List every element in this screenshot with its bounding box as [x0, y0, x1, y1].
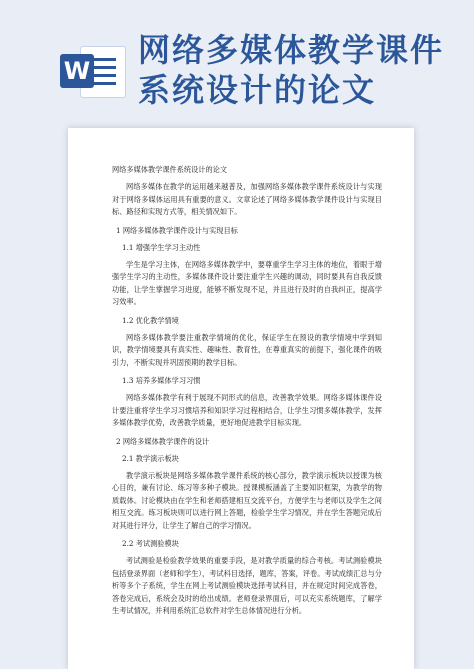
document-title: 网络多媒体教学课件系统设计的论文: [112, 165, 228, 174]
paragraph-1-1: 学生是学习主体，在网络多媒体教学中，要尊重学生学习主体的地位，着眼于增强学生学习的主动性，多媒体课件设计要注重学生兴趣的调动，同时要具有自我反馈功能，让学生掌握学习进度，能够不断发现不足，并且进行及时的自我纠正，提高学习效率。: [112, 259, 382, 306]
subsection-heading-2-2: 2.2 考试测验模块: [122, 539, 179, 548]
banner-title: 网络多媒体教学课件系统设计的论文: [138, 31, 445, 109]
subsection-heading-1-2: 1.2 优化教学情境: [122, 315, 179, 325]
subsection-heading-1-3: 1.3 培养多媒体学习习惯: [122, 376, 201, 385]
word-logo-letter: W: [60, 54, 94, 88]
intro-paragraph: 网络多媒体在教学的运用越来越普及，加强网络多媒体教学课件系统设计与实现对于网络多媒体运用具有重要的意义。文章论述了网络多媒体教学课件设计与实现目标、路径和实现方式等，相关情况如下。: [112, 182, 382, 216]
word-document-icon: [60, 40, 126, 100]
document-body: [112, 164, 382, 623]
subsection-heading-2-1: 2.1 教学演示板块: [122, 453, 179, 463]
paragraph-1-2: 网络多媒体教学要注重教学情境的优化，保证学生在预设的教学情境中学到知识，教学情境要具有真实性、趣味性、教育性，在尊重真实的前提下，强化课件的吸引力，不断实现并巩固预期的教学目标。: [112, 332, 382, 367]
banner: [0, 0, 474, 112]
paragraph-2-1: 教学演示板块是网络多媒体教学课件系统的核心部分，教学演示板块以授课为核心目的，兼有讨论、练习等多种子模块。授课模板涵盖了主要知识框架，为教学的物质载体。讨论模块由在学生和老师搭建相互交流平台，方便学生与老师以及学生之间相互交流。练习板块则可以进行网上答题，检验学生学习情况，并在学生答题完成后对其进行评分，让学生了解自己的学习情况。: [112, 470, 382, 530]
section-heading-2: 2 网络多媒体教学课件的设计: [116, 436, 210, 446]
subsection-heading-1-1: 1.1 增强学生学习主动性: [122, 242, 201, 252]
document-page: [68, 128, 414, 669]
section-heading-1: 1 网络多媒体教学课件设计与实现目标: [116, 225, 238, 235]
paragraph-1-3: 网络多媒体教学有利于展现不同形式的信息，改善教学效果。网络多媒体课件设计要注重将学生学习习惯培养和知识学习过程相结合，让学生习惯多媒体教学，发挥多媒体教学优势，改善教学质量，更好地促进教学目标实现。: [112, 393, 382, 427]
paragraph-2-2: 考试测验是检验教学效果的重要手段，是对教学质量的综合考核。考试测验模块包括登录界面（老师和学生），考试科目选择，题库，答案，评卷。考试成绩汇总与分析等多个子系统，学生在网上考试测验模块选择考试科目，并在规定时间完成答卷，答卷完成后，系统会及时的给出成绩。老师登录界面后，可以充实系统题库，了解学生考试情况，并利用系统汇总软件对学生总体情况进行分析。: [112, 556, 382, 615]
